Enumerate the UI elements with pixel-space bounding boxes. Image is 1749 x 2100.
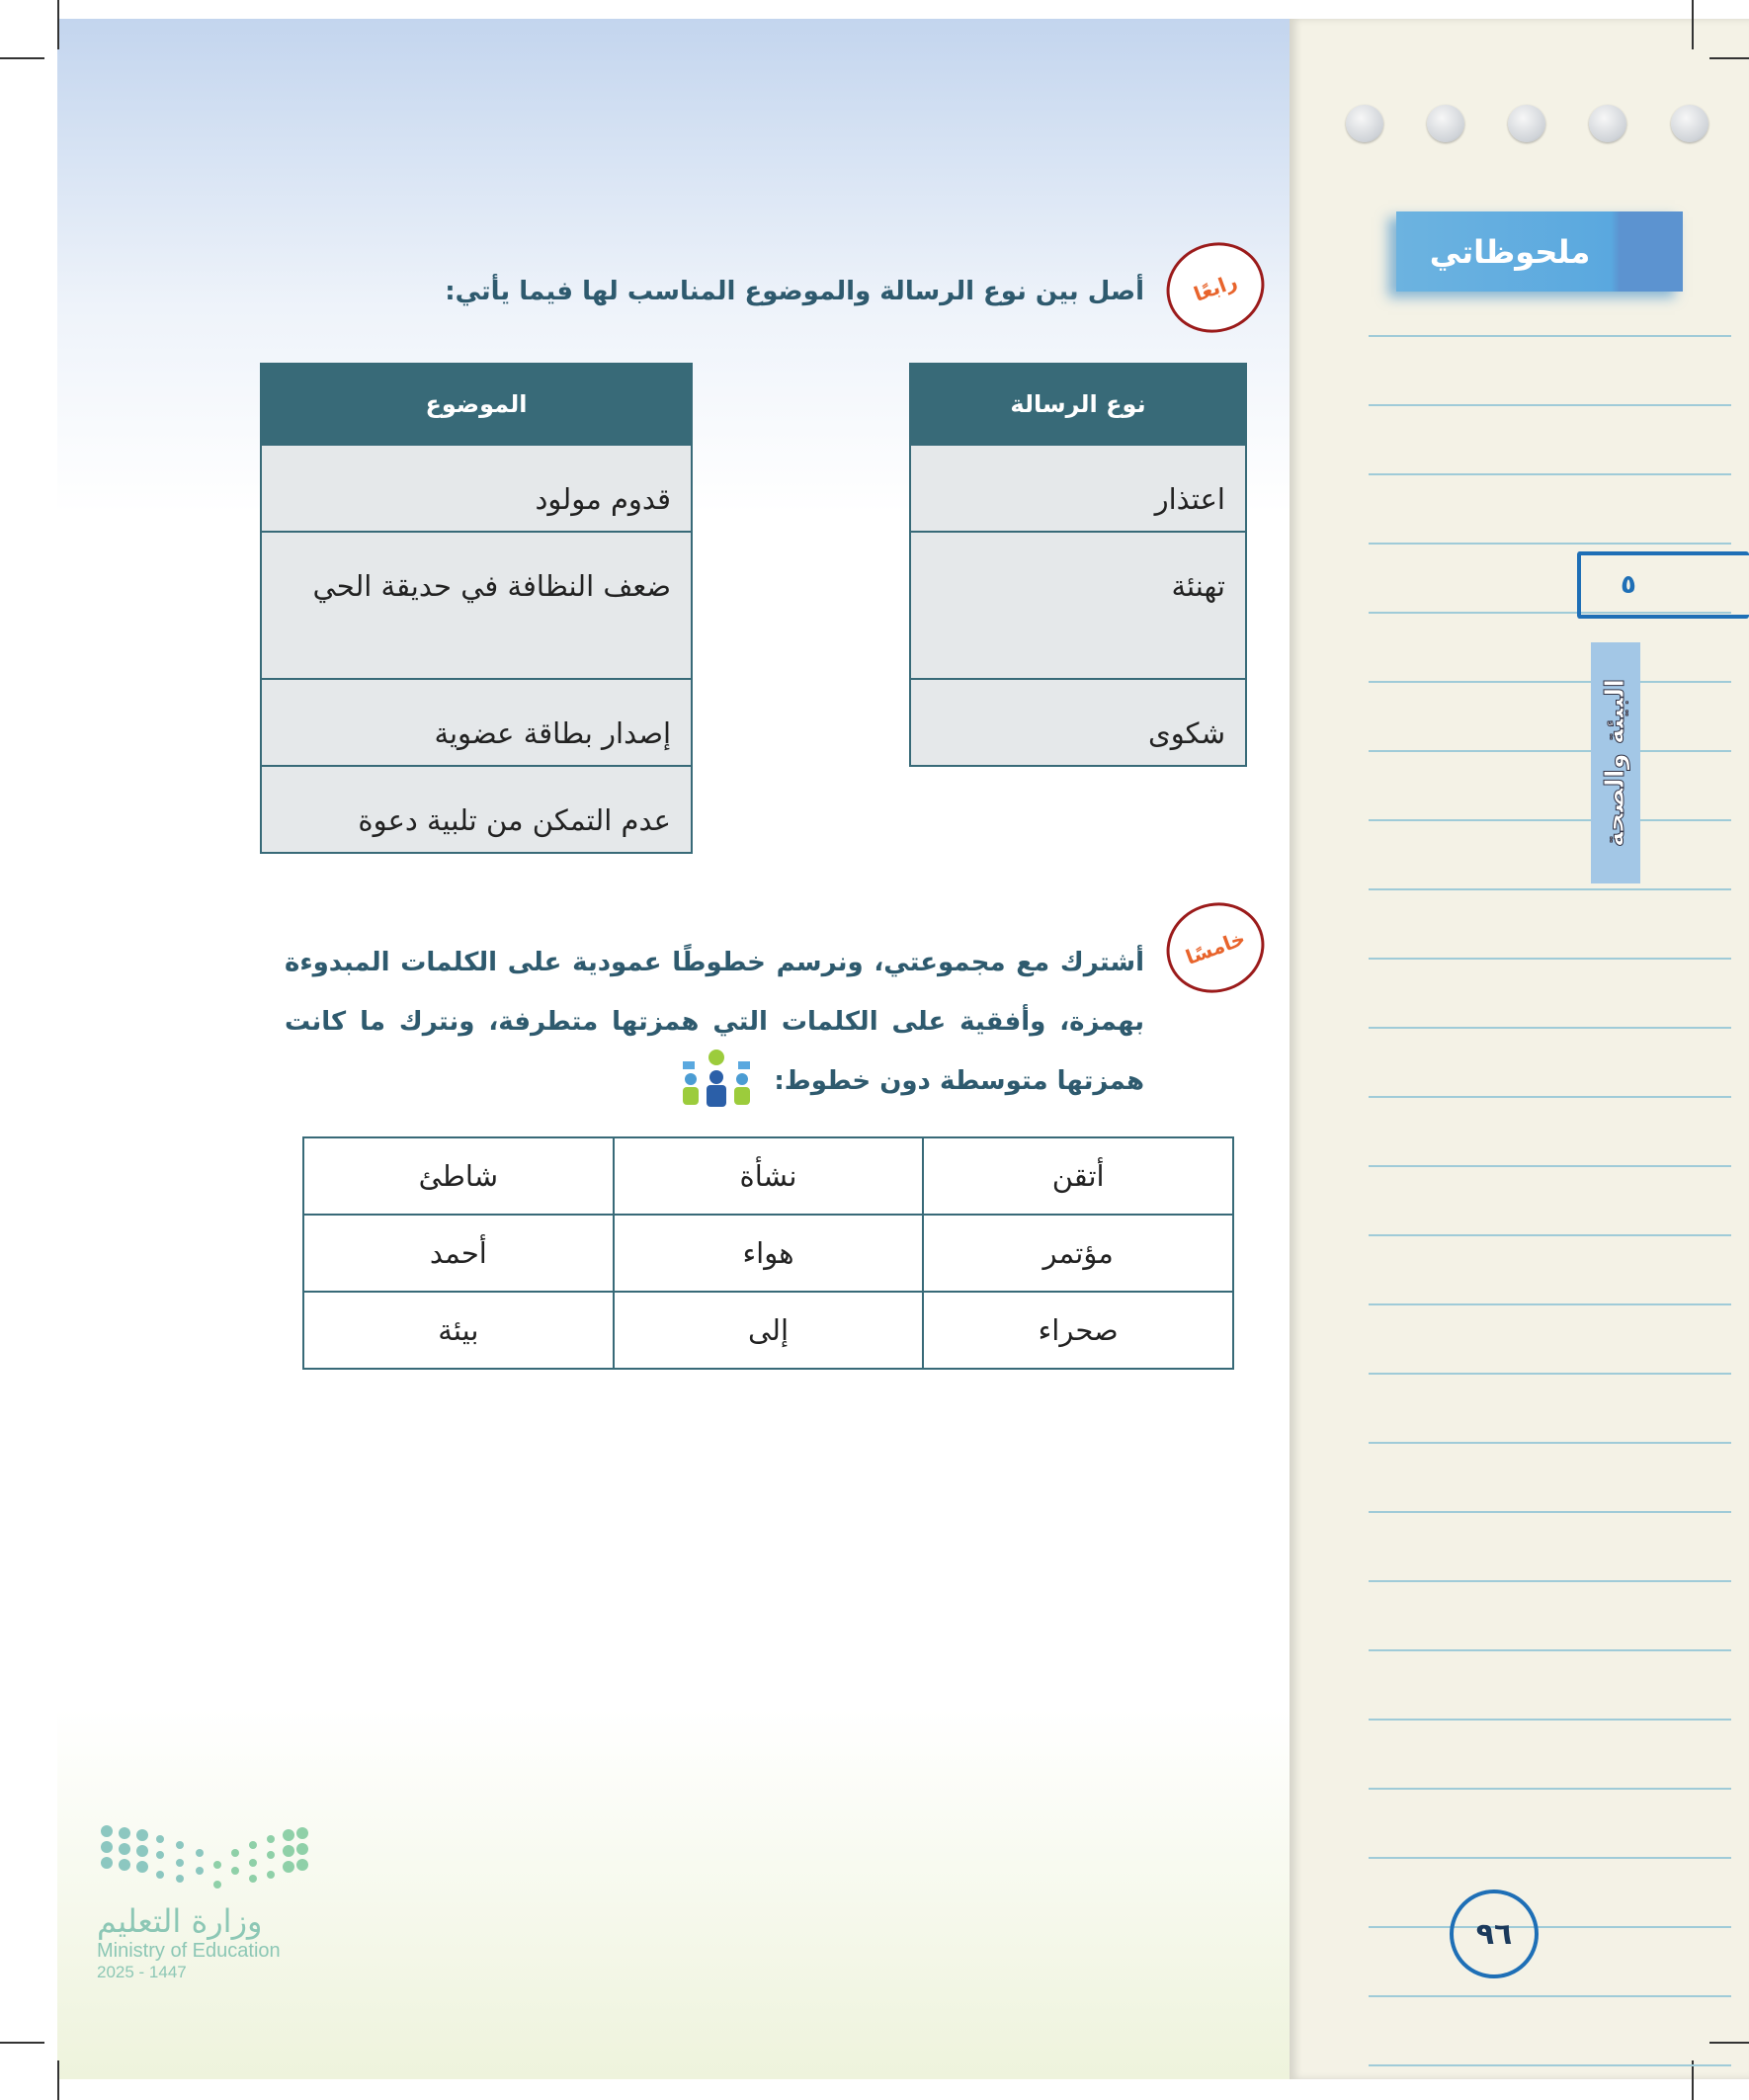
notebook-line — [1369, 750, 1731, 752]
notebook-line — [1369, 404, 1731, 406]
notebook-line — [1369, 1995, 1731, 1997]
crop-mark — [1692, 0, 1694, 49]
ministry-logo — [97, 1823, 308, 2011]
notebook-line — [1369, 1303, 1731, 1305]
notebook-line — [1369, 2064, 1731, 2066]
notes-title: ملحوظاتي — [1396, 211, 1683, 292]
word-cell[interactable]: مؤتمر — [923, 1215, 1233, 1292]
section4-instruction: أصل بين نوع الرسالة والموضوع المناسب لها فيما يأتي: — [445, 277, 1144, 306]
badge-label: خامسًا — [1182, 926, 1249, 969]
logo-english: Ministry of Education — [97, 1940, 281, 1962]
section5-instruction: أشترك مع مجموعتي، ونرسم خطوطًا عمودية على الكلمات المبدوءة بهمزة، وأفقية على الكلمات التي همزتها متطرفة، ونترك ما كانت همزتها متوسطة دون خطوط: — [285, 948, 1144, 1096]
hamza-words-table — [302, 1136, 1234, 1370]
notebook-line — [1369, 1649, 1731, 1651]
notebook-line — [1369, 1096, 1731, 1098]
logo-dots-icon — [97, 1823, 308, 1892]
column-header: الموضوع — [261, 364, 692, 445]
table-cell[interactable]: قدوم مولود — [261, 445, 692, 532]
notebook-line — [1369, 473, 1731, 475]
notebook-line — [1369, 1719, 1731, 1721]
notebook-line — [1369, 1027, 1731, 1029]
word-cell[interactable]: أتقن — [923, 1137, 1233, 1215]
table-cell[interactable]: شكوى — [910, 679, 1246, 766]
table-cell[interactable]: تهنئة — [910, 532, 1246, 679]
notebook-line — [1369, 1165, 1731, 1167]
word-cell[interactable]: نشأة — [614, 1137, 924, 1215]
notebook-line — [1369, 1788, 1731, 1790]
notebook-line — [1369, 1234, 1731, 1236]
notebook-line — [1369, 1857, 1731, 1859]
crop-mark — [0, 57, 44, 59]
binder-hole-icon — [1508, 105, 1545, 142]
notebook-line — [1369, 681, 1731, 683]
notebook-line — [1369, 1373, 1731, 1375]
notebook-line — [1369, 543, 1731, 545]
notes-panel — [1290, 19, 1749, 2079]
notebook-line — [1369, 1442, 1731, 1444]
word-cell[interactable]: بيئة — [303, 1292, 614, 1369]
crop-mark — [1692, 2060, 1694, 2100]
badge-label: رابعًا — [1190, 269, 1241, 306]
unit-tab — [1591, 642, 1640, 883]
crop-mark — [57, 0, 59, 49]
notebook-line — [1369, 819, 1731, 821]
binder-hole-icon — [1671, 105, 1708, 142]
word-cell[interactable]: هواء — [614, 1215, 924, 1292]
table-cell[interactable]: عدم التمكن من تلبية دعوة — [261, 766, 692, 853]
message-types-table — [909, 363, 1247, 767]
crop-mark — [0, 2042, 44, 2044]
word-cell[interactable]: صحراء — [923, 1292, 1233, 1369]
notebook-line — [1369, 1926, 1731, 1928]
crop-mark — [1709, 57, 1749, 59]
group-work-icon — [677, 1048, 756, 1107]
crop-mark — [57, 2060, 59, 2100]
word-cell[interactable]: إلى — [614, 1292, 924, 1369]
table-cell[interactable]: إصدار بطاقة عضوية — [261, 679, 692, 766]
word-cell[interactable]: أحمد — [303, 1215, 614, 1292]
table-cell[interactable]: اعتذار — [910, 445, 1246, 532]
binder-hole-icon — [1346, 105, 1383, 142]
logo-years: 2025 - 1447 — [97, 1963, 187, 1981]
binder-hole-icon — [1589, 105, 1626, 142]
word-cell[interactable]: شاطئ — [303, 1137, 614, 1215]
notebook-line — [1369, 1580, 1731, 1582]
table-cell[interactable]: ضعف النظافة في حديقة الحي — [261, 532, 692, 679]
binder-hole-icon — [1427, 105, 1464, 142]
page-number: ٩٦ — [1450, 1890, 1539, 1978]
logo-arabic: وزارة التعليم — [97, 1902, 263, 1940]
notebook-line — [1369, 888, 1731, 890]
unit-tab-label: البيئة والصحة — [1601, 678, 1631, 848]
chapter-number: ٥ — [1577, 551, 1749, 619]
notebook-line — [1369, 335, 1731, 337]
notebook-line — [1369, 1511, 1731, 1513]
topics-table — [260, 363, 693, 854]
notebook-line — [1369, 958, 1731, 960]
crop-mark — [1709, 2042, 1749, 2044]
column-header: نوع الرسالة — [910, 364, 1246, 445]
